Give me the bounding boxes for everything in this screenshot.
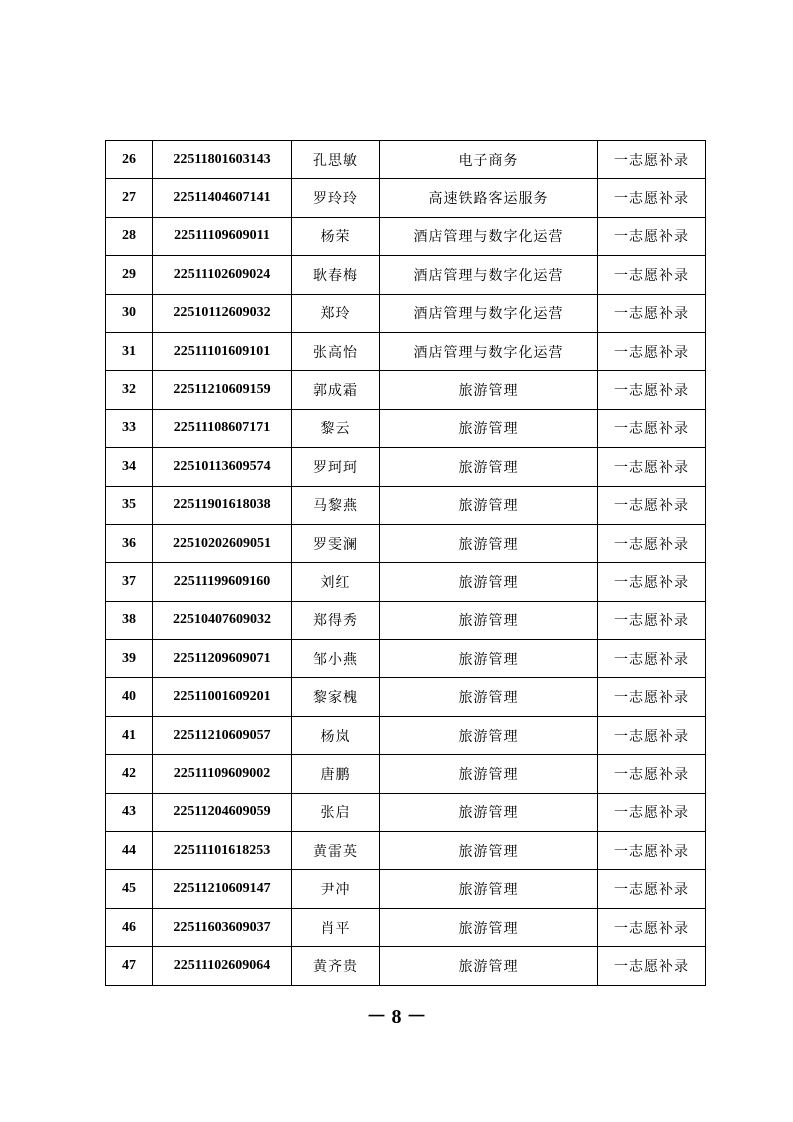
student-name-cell: 唐鹏 bbox=[292, 755, 380, 793]
student-name-cell: 罗玲玲 bbox=[292, 179, 380, 217]
candidate-id-cell: 22511109609011 bbox=[153, 217, 292, 255]
major-cell: 旅游管理 bbox=[380, 409, 598, 447]
admission-status-cell: 一志愿补录 bbox=[598, 716, 706, 754]
candidate-id-cell: 22511210609159 bbox=[153, 371, 292, 409]
major-cell: 旅游管理 bbox=[380, 486, 598, 524]
student-name-cell: 张高怡 bbox=[292, 332, 380, 370]
candidate-id-cell: 22510113609574 bbox=[153, 448, 292, 486]
candidate-id-cell: 22511210609057 bbox=[153, 716, 292, 754]
student-name-cell: 黎家槐 bbox=[292, 678, 380, 716]
admission-status-cell: 一志愿补录 bbox=[598, 448, 706, 486]
admission-status-cell: 一志愿补录 bbox=[598, 409, 706, 447]
candidate-id-cell: 22511109609002 bbox=[153, 755, 292, 793]
student-name-cell: 孔思敏 bbox=[292, 141, 380, 179]
table-row bbox=[106, 870, 706, 908]
candidate-id-cell: 22510202609051 bbox=[153, 524, 292, 562]
table-row bbox=[106, 524, 706, 562]
admission-status-cell: 一志愿补录 bbox=[598, 870, 706, 908]
row-number-cell: 39 bbox=[106, 640, 153, 678]
row-number-cell: 44 bbox=[106, 832, 153, 870]
admission-status-cell: 一志愿补录 bbox=[598, 563, 706, 601]
row-number-cell: 43 bbox=[106, 793, 153, 831]
table-row bbox=[106, 793, 706, 831]
candidate-id-cell: 22511209609071 bbox=[153, 640, 292, 678]
candidate-id-cell: 22510112609032 bbox=[153, 294, 292, 332]
student-name-cell: 尹冲 bbox=[292, 870, 380, 908]
student-name-cell: 郭成霜 bbox=[292, 371, 380, 409]
admission-status-cell: 一志愿补录 bbox=[598, 371, 706, 409]
admission-status-cell: 一志愿补录 bbox=[598, 179, 706, 217]
table-row bbox=[106, 486, 706, 524]
candidate-id-cell: 22511102609024 bbox=[153, 256, 292, 294]
major-cell: 酒店管理与数字化运营 bbox=[380, 332, 598, 370]
admission-status-cell: 一志愿补录 bbox=[598, 678, 706, 716]
row-number-cell: 29 bbox=[106, 256, 153, 294]
row-number-cell: 34 bbox=[106, 448, 153, 486]
row-number-cell: 32 bbox=[106, 371, 153, 409]
row-number-cell: 27 bbox=[106, 179, 153, 217]
major-cell: 旅游管理 bbox=[380, 640, 598, 678]
student-name-cell: 黄齐贵 bbox=[292, 947, 380, 985]
student-name-cell: 耿春梅 bbox=[292, 256, 380, 294]
student-name-cell: 马黎燕 bbox=[292, 486, 380, 524]
major-cell: 旅游管理 bbox=[380, 678, 598, 716]
row-number-cell: 30 bbox=[106, 294, 153, 332]
table-row bbox=[106, 141, 706, 179]
major-cell: 旅游管理 bbox=[380, 371, 598, 409]
major-cell: 酒店管理与数字化运营 bbox=[380, 217, 598, 255]
candidate-id-cell: 22511603609037 bbox=[153, 908, 292, 946]
table-row bbox=[106, 640, 706, 678]
row-number-cell: 31 bbox=[106, 332, 153, 370]
admission-status-cell: 一志愿补录 bbox=[598, 755, 706, 793]
roster-body bbox=[106, 141, 706, 986]
student-name-cell: 郑玲 bbox=[292, 294, 380, 332]
admission-status-cell: 一志愿补录 bbox=[598, 332, 706, 370]
admission-status-cell: 一志愿补录 bbox=[598, 524, 706, 562]
admission-status-cell: 一志愿补录 bbox=[598, 294, 706, 332]
student-name-cell: 黎云 bbox=[292, 409, 380, 447]
major-cell: 旅游管理 bbox=[380, 524, 598, 562]
row-number-cell: 38 bbox=[106, 601, 153, 639]
student-name-cell: 肖平 bbox=[292, 908, 380, 946]
candidate-id-cell: 22511204609059 bbox=[153, 793, 292, 831]
table-row bbox=[106, 256, 706, 294]
major-cell: 旅游管理 bbox=[380, 755, 598, 793]
student-name-cell: 黄雷英 bbox=[292, 832, 380, 870]
row-number-cell: 42 bbox=[106, 755, 153, 793]
major-cell: 酒店管理与数字化运营 bbox=[380, 294, 598, 332]
table-row bbox=[106, 678, 706, 716]
row-number-cell: 40 bbox=[106, 678, 153, 716]
major-cell: 旅游管理 bbox=[380, 832, 598, 870]
student-name-cell: 罗雯澜 bbox=[292, 524, 380, 562]
table-row bbox=[106, 755, 706, 793]
table-row bbox=[106, 179, 706, 217]
row-number-cell: 28 bbox=[106, 217, 153, 255]
table-row bbox=[106, 371, 706, 409]
major-cell: 旅游管理 bbox=[380, 563, 598, 601]
table-row bbox=[106, 563, 706, 601]
table-row bbox=[106, 601, 706, 639]
row-number-cell: 33 bbox=[106, 409, 153, 447]
admission-status-cell: 一志愿补录 bbox=[598, 640, 706, 678]
row-number-cell: 35 bbox=[106, 486, 153, 524]
student-name-cell: 邹小燕 bbox=[292, 640, 380, 678]
admission-status-cell: 一志愿补录 bbox=[598, 793, 706, 831]
major-cell: 旅游管理 bbox=[380, 947, 598, 985]
candidate-id-cell: 22511108607171 bbox=[153, 409, 292, 447]
candidate-id-cell: 22511199609160 bbox=[153, 563, 292, 601]
table-row bbox=[106, 716, 706, 754]
student-name-cell: 刘红 bbox=[292, 563, 380, 601]
student-name-cell: 张启 bbox=[292, 793, 380, 831]
candidate-id-cell: 22511801603143 bbox=[153, 141, 292, 179]
candidate-id-cell: 22510407609032 bbox=[153, 601, 292, 639]
table-row bbox=[106, 332, 706, 370]
major-cell: 旅游管理 bbox=[380, 870, 598, 908]
row-number-cell: 41 bbox=[106, 716, 153, 754]
table-row bbox=[106, 947, 706, 985]
row-number-cell: 47 bbox=[106, 947, 153, 985]
major-cell: 旅游管理 bbox=[380, 601, 598, 639]
candidate-id-cell: 22511210609147 bbox=[153, 870, 292, 908]
candidate-id-cell: 22511001609201 bbox=[153, 678, 292, 716]
row-number-cell: 46 bbox=[106, 908, 153, 946]
admission-status-cell: 一志愿补录 bbox=[598, 141, 706, 179]
candidate-id-cell: 22511901618038 bbox=[153, 486, 292, 524]
major-cell: 高速铁路客运服务 bbox=[380, 179, 598, 217]
table-row bbox=[106, 409, 706, 447]
page-number: － 8 － bbox=[366, 1006, 427, 1028]
candidate-id-cell: 22511101618253 bbox=[153, 832, 292, 870]
student-name-cell: 杨岚 bbox=[292, 716, 380, 754]
major-cell: 酒店管理与数字化运营 bbox=[380, 256, 598, 294]
admission-status-cell: 一志愿补录 bbox=[598, 486, 706, 524]
student-name-cell: 罗珂珂 bbox=[292, 448, 380, 486]
major-cell: 旅游管理 bbox=[380, 908, 598, 946]
table-row bbox=[106, 908, 706, 946]
admission-status-cell: 一志愿补录 bbox=[598, 256, 706, 294]
row-number-cell: 37 bbox=[106, 563, 153, 601]
admission-roster-table bbox=[105, 140, 706, 986]
row-number-cell: 26 bbox=[106, 141, 153, 179]
table-row bbox=[106, 832, 706, 870]
major-cell: 旅游管理 bbox=[380, 448, 598, 486]
candidate-id-cell: 22511102609064 bbox=[153, 947, 292, 985]
major-cell: 旅游管理 bbox=[380, 716, 598, 754]
major-cell: 电子商务 bbox=[380, 141, 598, 179]
admission-status-cell: 一志愿补录 bbox=[598, 601, 706, 639]
row-number-cell: 36 bbox=[106, 524, 153, 562]
admission-status-cell: 一志愿补录 bbox=[598, 832, 706, 870]
student-name-cell: 杨荣 bbox=[292, 217, 380, 255]
major-cell: 旅游管理 bbox=[380, 793, 598, 831]
candidate-id-cell: 22511101609101 bbox=[153, 332, 292, 370]
admission-status-cell: 一志愿补录 bbox=[598, 217, 706, 255]
table-row bbox=[106, 217, 706, 255]
admission-status-cell: 一志愿补录 bbox=[598, 947, 706, 985]
table-row bbox=[106, 448, 706, 486]
row-number-cell: 45 bbox=[106, 870, 153, 908]
candidate-id-cell: 22511404607141 bbox=[153, 179, 292, 217]
student-name-cell: 郑得秀 bbox=[292, 601, 380, 639]
admission-status-cell: 一志愿补录 bbox=[598, 908, 706, 946]
table-row bbox=[106, 294, 706, 332]
